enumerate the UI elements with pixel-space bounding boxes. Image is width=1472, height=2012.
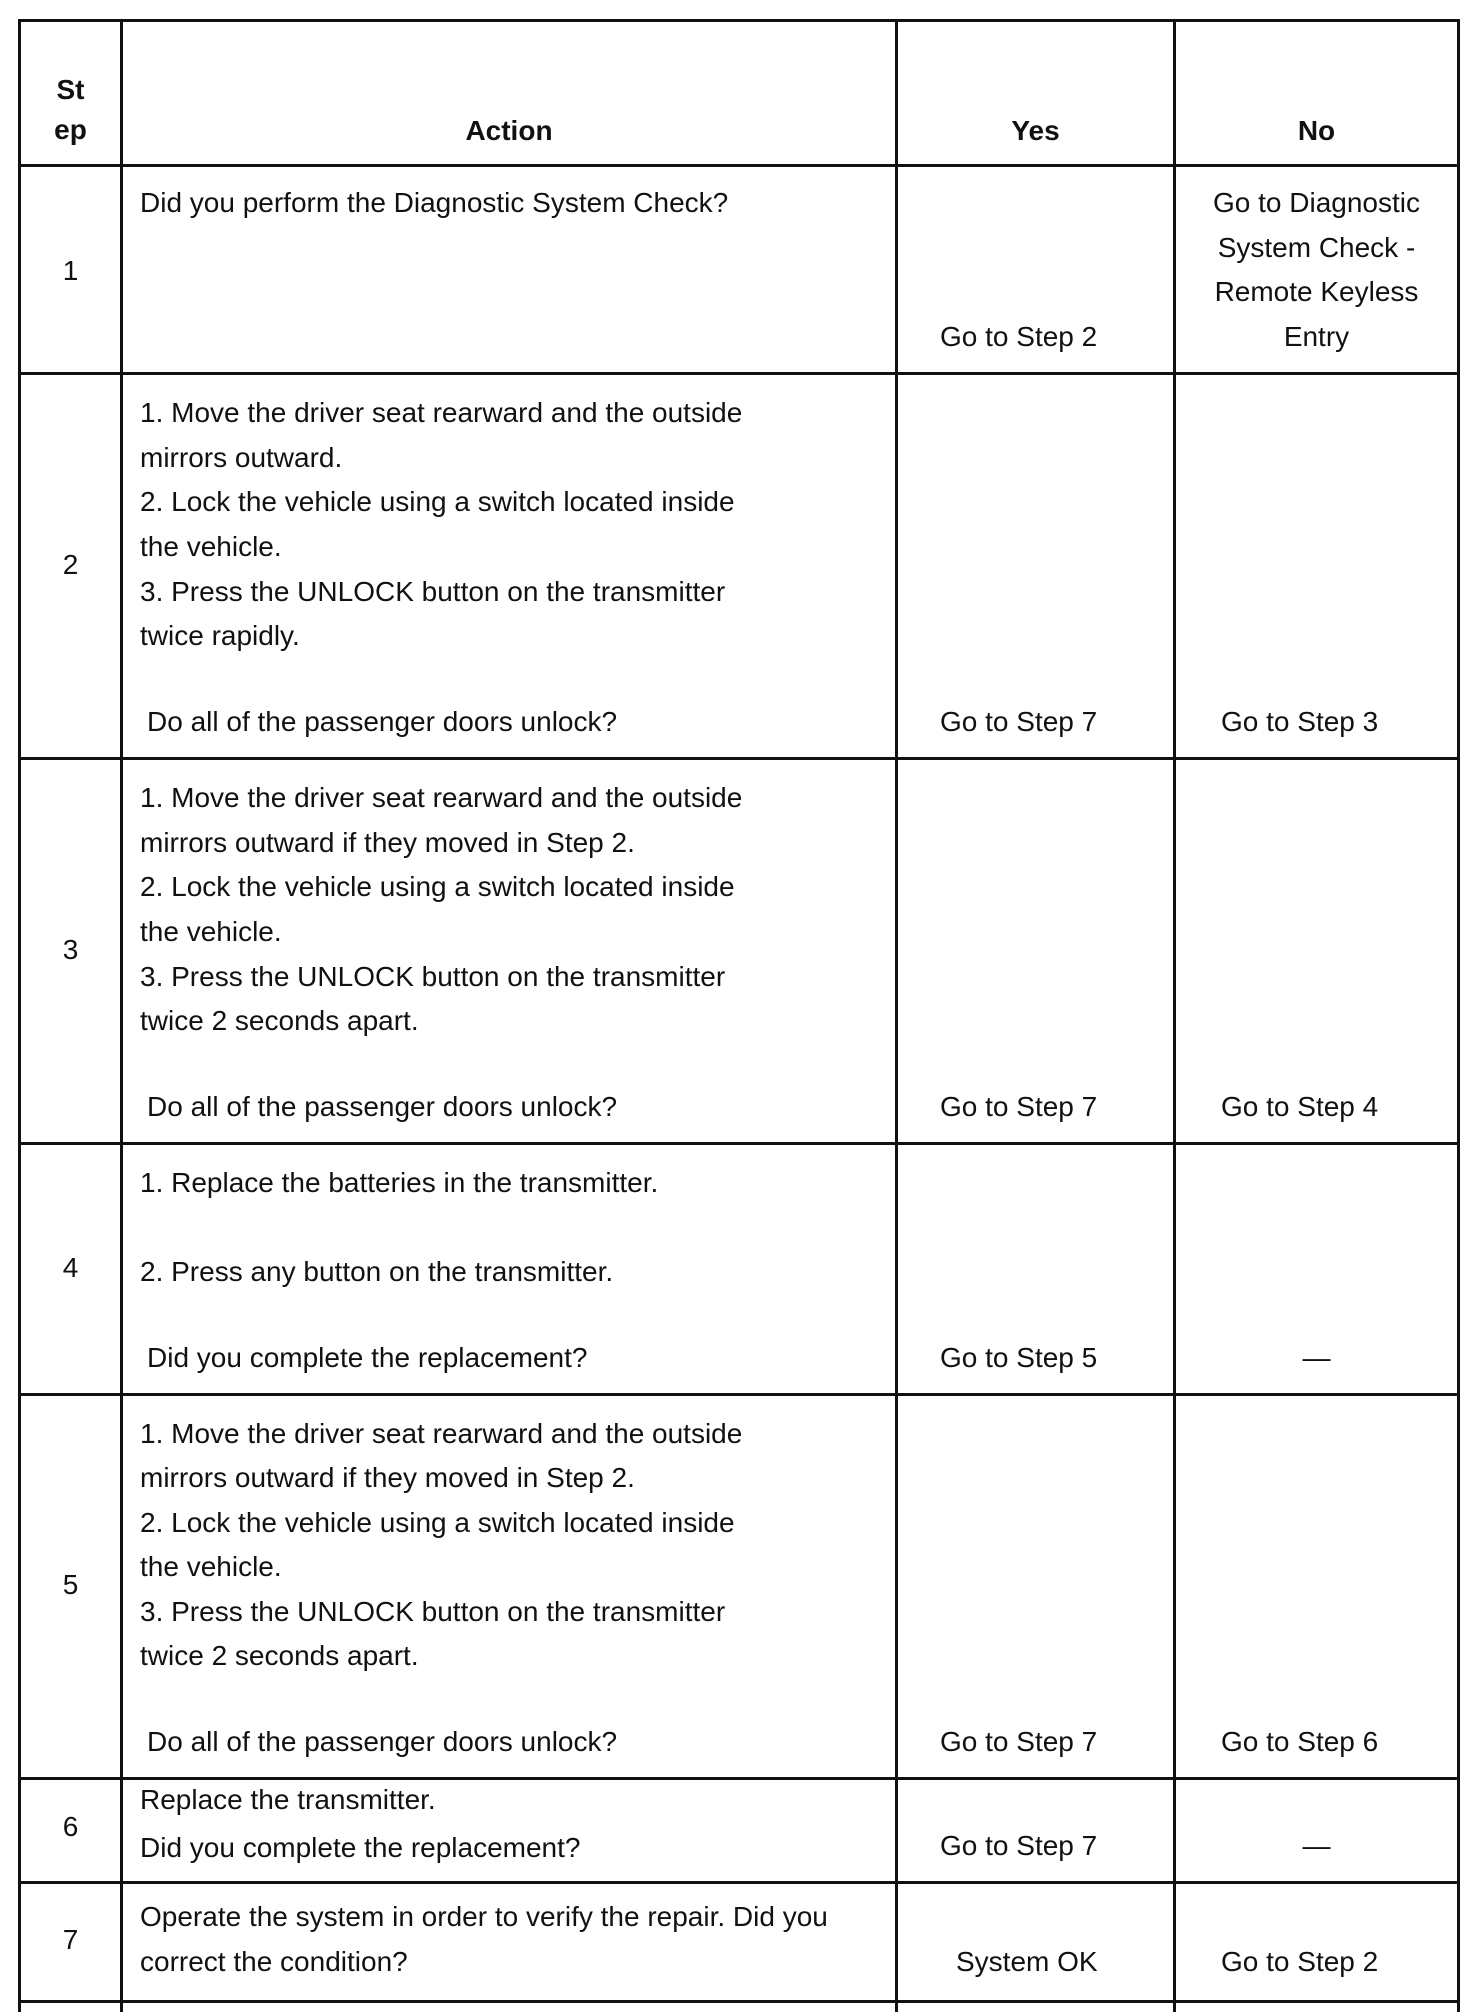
yes-result: Go to Step 5 bbox=[940, 1342, 1098, 1373]
action-line: Operate the system in order to verify the repair. Did you bbox=[140, 1901, 828, 1932]
action-line: 3. Press the UNLOCK button on the transmitter bbox=[140, 961, 726, 992]
step-number: 2 bbox=[62, 549, 79, 580]
step-number: 3 bbox=[62, 934, 79, 965]
no-result: — bbox=[1302, 1342, 1331, 1373]
table-border-bottom bbox=[18, 2000, 1460, 2003]
header-divider bbox=[18, 164, 1460, 167]
no-result-line: Entry bbox=[1283, 321, 1350, 352]
step-number: 6 bbox=[62, 1811, 79, 1842]
action-line: 1. Move the driver seat rearward and the outside bbox=[140, 782, 743, 813]
no-result: Go to Step 6 bbox=[1221, 1726, 1379, 1757]
header-action: Action bbox=[465, 115, 553, 146]
action-question: Do all of the passenger doors unlock? bbox=[147, 1091, 618, 1122]
header-step-line2: ep bbox=[54, 114, 87, 145]
action-line: mirrors outward. bbox=[140, 442, 343, 473]
action-line: twice rapidly. bbox=[140, 620, 300, 651]
yes-result: Go to Step 7 bbox=[940, 1726, 1098, 1757]
action-question: Do all of the passenger doors unlock? bbox=[147, 1726, 618, 1757]
no-result-line: Go to Diagnostic bbox=[1213, 187, 1420, 218]
action-line: 2. Lock the vehicle using a switch located inside bbox=[140, 1507, 735, 1538]
action-line: Did you complete the replacement? bbox=[140, 1832, 581, 1863]
yes-result: Go to Step 7 bbox=[940, 1091, 1098, 1122]
action-line: 1. Move the driver seat rearward and the outside bbox=[140, 397, 743, 428]
column-divider bbox=[120, 19, 123, 2012]
table-border-top bbox=[18, 19, 1460, 22]
no-result: Go to Step 2 bbox=[1221, 1946, 1379, 1977]
no-result-line: Remote Keyless bbox=[1214, 276, 1419, 307]
action-question: Do all of the passenger doors unlock? bbox=[147, 706, 618, 737]
header-step-line1: St bbox=[56, 74, 85, 105]
action-line: 2. Press any button on the transmitter. bbox=[140, 1256, 614, 1287]
action-line: the vehicle. bbox=[140, 916, 282, 947]
action-line: Replace the transmitter. bbox=[140, 1784, 436, 1815]
row-divider bbox=[18, 757, 1460, 760]
action-line: 2. Lock the vehicle using a switch located inside bbox=[140, 871, 735, 902]
action-line: 1. Move the driver seat rearward and the outside bbox=[140, 1418, 743, 1449]
action-line: twice 2 seconds apart. bbox=[140, 1005, 419, 1036]
yes-result: Go to Step 2 bbox=[940, 321, 1098, 352]
action-line: the vehicle. bbox=[140, 531, 282, 562]
action-line: 2. Lock the vehicle using a switch located inside bbox=[140, 486, 735, 517]
action-line: correct the condition? bbox=[140, 1946, 408, 1977]
column-divider bbox=[1173, 19, 1176, 2012]
step-number: 7 bbox=[62, 1924, 79, 1955]
no-result: — bbox=[1302, 1830, 1331, 1861]
action-line: mirrors outward if they moved in Step 2. bbox=[140, 1462, 635, 1493]
row-divider bbox=[18, 372, 1460, 375]
action-question: Did you complete the replacement? bbox=[147, 1342, 588, 1373]
table-border-right bbox=[1457, 19, 1460, 2012]
yes-result: Go to Step 7 bbox=[940, 706, 1098, 737]
row-divider bbox=[18, 1881, 1460, 1884]
no-result: Go to Step 3 bbox=[1221, 706, 1379, 737]
action-line: 3. Press the UNLOCK button on the transmitter bbox=[140, 1596, 726, 1627]
row-divider bbox=[18, 1393, 1460, 1396]
action-line: 3. Press the UNLOCK button on the transmitter bbox=[140, 576, 726, 607]
row-divider bbox=[18, 1142, 1460, 1145]
step-number: 1 bbox=[62, 255, 79, 286]
action-line: 1. Replace the batteries in the transmitter. bbox=[140, 1167, 659, 1198]
no-result: Go to Step 4 bbox=[1221, 1091, 1379, 1122]
table-border-left bbox=[18, 19, 21, 2012]
action-line: twice 2 seconds apart. bbox=[140, 1640, 419, 1671]
step-number: 5 bbox=[62, 1569, 79, 1600]
step-number: 4 bbox=[62, 1252, 79, 1283]
action-line: Did you perform the Diagnostic System Check? bbox=[140, 187, 729, 218]
no-result-line: System Check - bbox=[1217, 232, 1416, 263]
header-step bbox=[22, 70, 119, 150]
yes-result: System OK bbox=[956, 1946, 1098, 1977]
action-line: mirrors outward if they moved in Step 2. bbox=[140, 827, 635, 858]
header-yes: Yes bbox=[1011, 115, 1060, 146]
column-divider bbox=[895, 19, 898, 2012]
action-line: the vehicle. bbox=[140, 1551, 282, 1582]
yes-result: Go to Step 7 bbox=[940, 1830, 1098, 1861]
header-no: No bbox=[1297, 115, 1336, 146]
